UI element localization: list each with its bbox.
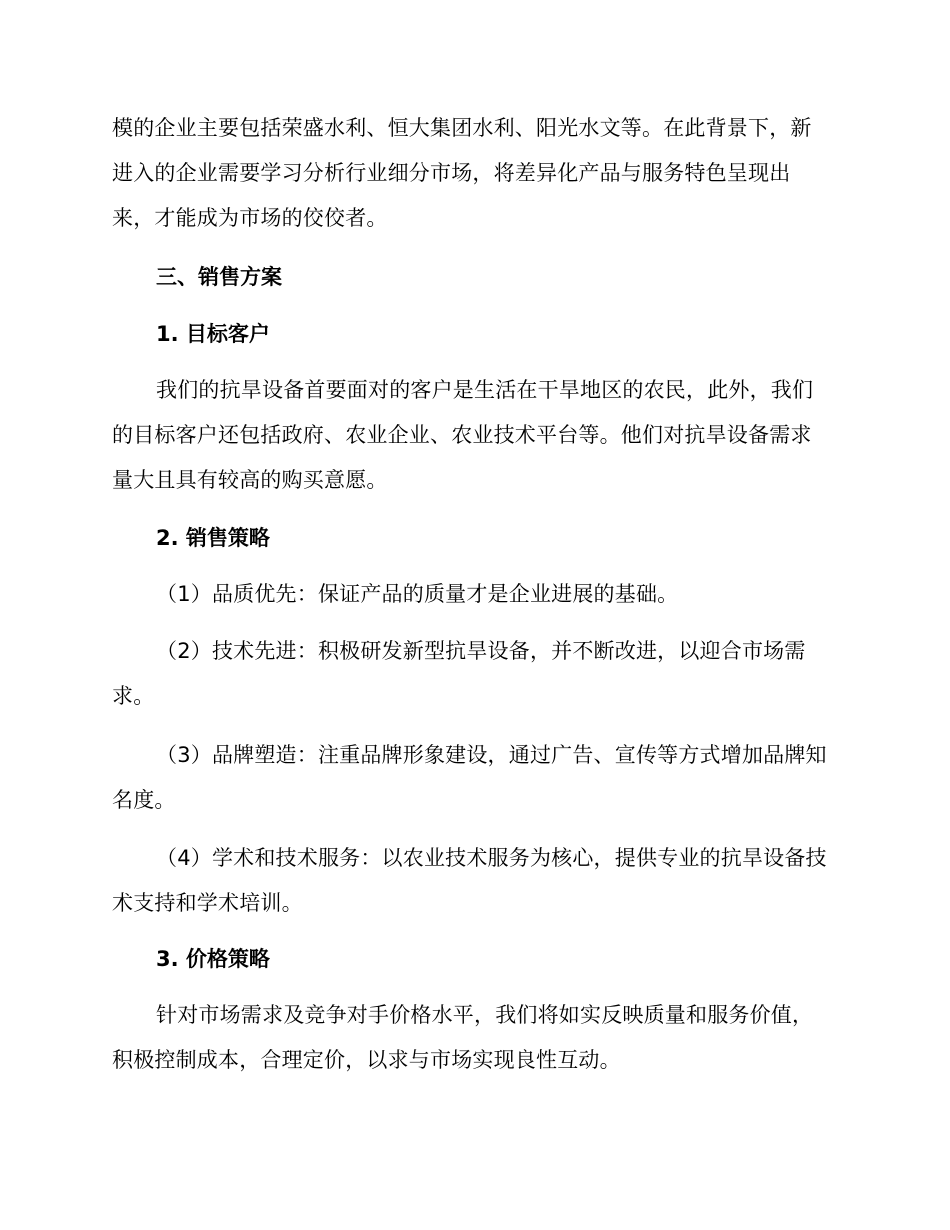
section-heading-sales-plan: 三、销售方案 [156,265,282,289]
strategy-item-academic-service: （4）学术和技术服务：以农业技术服务为核心，提供专业的抗旱设备技术支持和学术培训。 [112,846,827,915]
subheading-pricing-strategy: 3. 价格策略 [156,947,270,971]
strategy-item-brand: （3）品牌塑造：注重品牌形象建设，通过广告、宣传等方式增加品牌知名度。 [112,743,827,812]
strategy-item-technology: （2）技术先进：积极研发新型抗旱设备，并不断改进，以迎合市场需求。 [112,639,806,708]
paragraph-market-continuation: 模的企业主要包括荣盛水利、恒大集团水利、阳光水文等。在此背景下，新进入的企业需要学习分析行业细分市场，将差异化产品与服务特色呈现出来，才能成为市场的佼佼者。 [112,116,812,230]
subheading-target-customers: 1. 目标客户 [156,322,270,346]
strategy-item-quality: （1）品质优先：保证产品的质量才是企业进展的基础。 [156,582,679,606]
paragraph-target-customers: 我们的抗旱设备首要面对的客户是生活在干旱地区的农民，此外，我们的目标客户还包括政府、农业企业、农业技术平台等。他们对抗旱设备需求量大且具有较高的购买意愿。 [112,378,814,492]
subheading-sales-strategy: 2. 销售策略 [156,526,270,550]
paragraph-pricing-strategy: 针对市场需求及竞争对手价格水平，我们将如实反映质量和服务价值，积极控制成本，合理定价，以求与市场实现良性互动。 [112,1003,814,1072]
